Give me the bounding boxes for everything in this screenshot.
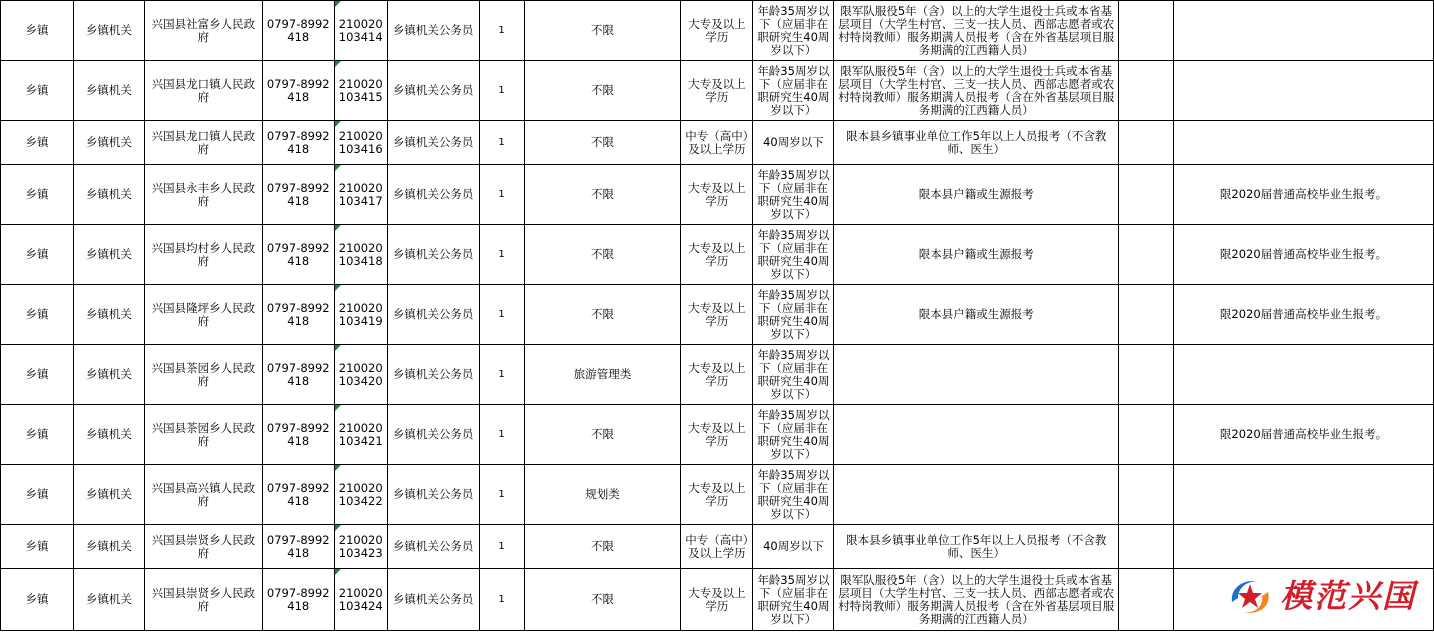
table-row (1, 525, 1434, 569)
cell-level: 乡镇 (1, 345, 74, 405)
cell-count: 1 (479, 465, 524, 525)
cell-note1 (1119, 569, 1174, 631)
cell-major: 不限 (524, 569, 681, 631)
cell-other: 限本县户籍或生源报考 (834, 225, 1119, 285)
cell-education: 大专及以上学历 (681, 225, 753, 285)
cell-major: 不限 (524, 525, 681, 569)
cell-education: 大专及以上学历 (681, 285, 753, 345)
cell-education: 大专及以上学历 (681, 1, 753, 61)
cell-age: 年龄35周岁以下（应届非在职研究生40周岁以下） (753, 285, 834, 345)
cell-level: 乡镇 (1, 1, 74, 61)
cell-other: 限本县户籍或生源报考 (834, 165, 1119, 225)
cell-type: 乡镇机关 (73, 225, 144, 285)
cell-phone: 0797-8992418 (262, 569, 334, 631)
cell-level: 乡镇 (1, 165, 74, 225)
cell-major: 不限 (524, 165, 681, 225)
cell-phone: 0797-8992418 (262, 525, 334, 569)
cell-unit: 兴国县茶园乡人民政府 (144, 345, 262, 405)
cell-major: 不限 (524, 121, 681, 165)
cell-code: 210020103418 (334, 225, 387, 285)
cell-level: 乡镇 (1, 405, 74, 465)
cell-code: 210020103424 (334, 569, 387, 631)
table-row (1, 345, 1434, 405)
cell-note2 (1174, 121, 1434, 165)
cell-code: 210020103419 (334, 285, 387, 345)
cell-education: 中专（高中）及以上学历 (681, 121, 753, 165)
cell-other: 限本县户籍或生源报考 (834, 285, 1119, 345)
cell-education: 大专及以上学历 (681, 165, 753, 225)
cell-code: 210020103423 (334, 525, 387, 569)
cell-unit: 兴国县隆坪乡人民政府 (144, 285, 262, 345)
cell-level: 乡镇 (1, 525, 74, 569)
cell-phone: 0797-8992418 (262, 345, 334, 405)
cell-type: 乡镇机关 (73, 285, 144, 345)
cell-note1 (1119, 61, 1174, 121)
cell-code: 210020103420 (334, 345, 387, 405)
cell-count: 1 (479, 405, 524, 465)
cell-code: 210020103417 (334, 165, 387, 225)
cell-position: 乡镇机关公务员 (387, 61, 479, 121)
cell-note1 (1119, 405, 1174, 465)
cell-other: 限本县乡镇事业单位工作5年以上人员报考（不含教师、医生） (834, 525, 1119, 569)
cell-age: 年龄35周岁以下（应届非在职研究生40周岁以下） (753, 61, 834, 121)
cell-unit: 兴国县均村乡人民政府 (144, 225, 262, 285)
table-row (1, 225, 1434, 285)
cell-age: 年龄35周岁以下（应届非在职研究生40周岁以下） (753, 1, 834, 61)
cell-position: 乡镇机关公务员 (387, 569, 479, 631)
cell-other: 限军队服役5年（含）以上的大学生退役士兵或本省基层项目（大学生村官、三支一扶人员、西部志愿者或农村特岗教师）服务期满人员报考（含在外省基层项目服务期满的江西籍人员） (834, 1, 1119, 61)
cell-level: 乡镇 (1, 121, 74, 165)
cell-other (834, 345, 1119, 405)
cell-education: 大专及以上学历 (681, 61, 753, 121)
cell-count: 1 (479, 285, 524, 345)
cell-type: 乡镇机关 (73, 405, 144, 465)
cell-age: 年龄35周岁以下（应届非在职研究生40周岁以下） (753, 465, 834, 525)
cell-unit: 兴国县永丰乡人民政府 (144, 165, 262, 225)
cell-major: 旅游管理类 (524, 345, 681, 405)
cell-type: 乡镇机关 (73, 465, 144, 525)
logo (1226, 572, 1417, 620)
cell-unit: 兴国县崇贤乡人民政府 (144, 569, 262, 631)
cell-type: 乡镇机关 (73, 121, 144, 165)
cell-education: 中专（高中）及以上学历 (681, 525, 753, 569)
cell-phone: 0797-8992418 (262, 405, 334, 465)
cell-age: 年龄35周岁以下（应届非在职研究生40周岁以下） (753, 345, 834, 405)
cell-note2 (1174, 465, 1434, 525)
cell-age: 年龄35周岁以下（应届非在职研究生40周岁以下） (753, 569, 834, 631)
cell-position: 乡镇机关公务员 (387, 465, 479, 525)
star-swirl-emblem-icon (1226, 574, 1274, 618)
cell-education: 大专及以上学历 (681, 405, 753, 465)
cell-level: 乡镇 (1, 61, 74, 121)
cell-phone: 0797-8992418 (262, 121, 334, 165)
cell-unit: 兴国县崇贤乡人民政府 (144, 525, 262, 569)
cell-count: 1 (479, 165, 524, 225)
cell-phone: 0797-8992418 (262, 225, 334, 285)
cell-position: 乡镇机关公务员 (387, 1, 479, 61)
cell-position: 乡镇机关公务员 (387, 345, 479, 405)
cell-position: 乡镇机关公务员 (387, 165, 479, 225)
cell-level: 乡镇 (1, 225, 74, 285)
cell-note2: 限2020届普通高校毕业生报考。 (1174, 165, 1434, 225)
cell-count: 1 (479, 525, 524, 569)
cell-type: 乡镇机关 (73, 345, 144, 405)
cell-other: 限军队服役5年（含）以上的大学生退役士兵或本省基层项目（大学生村官、三支一扶人员、西部志愿者或农村特岗教师）服务期满人员报考（含在外省基层项目服务期满的江西籍人员） (834, 61, 1119, 121)
cell-level: 乡镇 (1, 285, 74, 345)
cell-other: 限军队服役5年（含）以上的大学生退役士兵或本省基层项目（大学生村官、三支一扶人员、西部志愿者或农村特岗教师）服务期满人员报考（含在外省基层项目服务期满的江西籍人员） (834, 569, 1119, 631)
cell-note2 (1174, 61, 1434, 121)
cell-unit: 兴国县社富乡人民政府 (144, 1, 262, 61)
cell-note1 (1119, 1, 1174, 61)
cell-note2: 限2020届普通高校毕业生报考。 (1174, 285, 1434, 345)
cell-note1 (1119, 121, 1174, 165)
logo-text: 模范兴国 (1280, 577, 1417, 615)
table-row (1, 285, 1434, 345)
cell-phone: 0797-8992418 (262, 165, 334, 225)
cell-note1 (1119, 285, 1174, 345)
cell-type: 乡镇机关 (73, 1, 144, 61)
table-row (1, 1, 1434, 61)
cell-other (834, 405, 1119, 465)
cell-major: 不限 (524, 1, 681, 61)
cell-code: 210020103422 (334, 465, 387, 525)
cell-major: 规划类 (524, 465, 681, 525)
cell-phone: 0797-8992418 (262, 285, 334, 345)
cell-count: 1 (479, 225, 524, 285)
cell-note2 (1174, 345, 1434, 405)
cell-code: 210020103421 (334, 405, 387, 465)
table-row (1, 165, 1434, 225)
cell-note1 (1119, 225, 1174, 285)
table-row (1, 569, 1434, 631)
table-body (1, 1, 1434, 631)
cell-major: 不限 (524, 61, 681, 121)
cell-code: 210020103416 (334, 121, 387, 165)
cell-note2: 限2020届普通高校毕业生报考。 (1174, 405, 1434, 465)
cell-major: 不限 (524, 225, 681, 285)
cell-type: 乡镇机关 (73, 61, 144, 121)
cell-note1 (1119, 525, 1174, 569)
cell-count: 1 (479, 121, 524, 165)
table-row (1, 61, 1434, 121)
cell-count: 1 (479, 345, 524, 405)
cell-major: 不限 (524, 405, 681, 465)
cell-count: 1 (479, 61, 524, 121)
cell-position: 乡镇机关公务员 (387, 525, 479, 569)
cell-level: 乡镇 (1, 465, 74, 525)
cell-age: 年龄35周岁以下（应届非在职研究生40周岁以下） (753, 225, 834, 285)
cell-note1 (1119, 465, 1174, 525)
table-row (1, 465, 1434, 525)
cell-type: 乡镇机关 (73, 569, 144, 631)
table-row (1, 405, 1434, 465)
cell-type: 乡镇机关 (73, 165, 144, 225)
cell-other: 限本县乡镇事业单位工作5年以上人员报考（不含教师、医生） (834, 121, 1119, 165)
cell-level: 乡镇 (1, 569, 74, 631)
cell-education: 大专及以上学历 (681, 345, 753, 405)
cell-unit: 兴国县龙口镇人民政府 (144, 121, 262, 165)
cell-age: 年龄35周岁以下（应届非在职研究生40周岁以下） (753, 405, 834, 465)
cell-age: 年龄35周岁以下（应届非在职研究生40周岁以下） (753, 165, 834, 225)
cell-major: 不限 (524, 285, 681, 345)
cell-unit: 兴国县茶园乡人民政府 (144, 405, 262, 465)
cell-note2: 限2020届普通高校毕业生报考。 (1174, 225, 1434, 285)
cell-position: 乡镇机关公务员 (387, 225, 479, 285)
cell-note1 (1119, 165, 1174, 225)
cell-age: 40周岁以下 (753, 121, 834, 165)
cell-other (834, 465, 1119, 525)
cell-count: 1 (479, 569, 524, 631)
cell-note2 (1174, 1, 1434, 61)
cell-note1 (1119, 345, 1174, 405)
cell-education: 大专及以上学历 (681, 465, 753, 525)
cell-unit: 兴国县龙口镇人民政府 (144, 61, 262, 121)
cell-code: 210020103415 (334, 61, 387, 121)
cell-phone: 0797-8992418 (262, 1, 334, 61)
cell-unit: 兴国县高兴镇人民政府 (144, 465, 262, 525)
cell-position: 乡镇机关公务员 (387, 121, 479, 165)
cell-code: 210020103414 (334, 1, 387, 61)
table-row (1, 121, 1434, 165)
cell-note2 (1174, 525, 1434, 569)
cell-age: 40周岁以下 (753, 525, 834, 569)
cell-position: 乡镇机关公务员 (387, 285, 479, 345)
cell-position: 乡镇机关公务员 (387, 405, 479, 465)
cell-type: 乡镇机关 (73, 525, 144, 569)
cell-phone: 0797-8992418 (262, 61, 334, 121)
cell-phone: 0797-8992418 (262, 465, 334, 525)
cell-count: 1 (479, 1, 524, 61)
cell-education: 大专及以上学历 (681, 569, 753, 631)
